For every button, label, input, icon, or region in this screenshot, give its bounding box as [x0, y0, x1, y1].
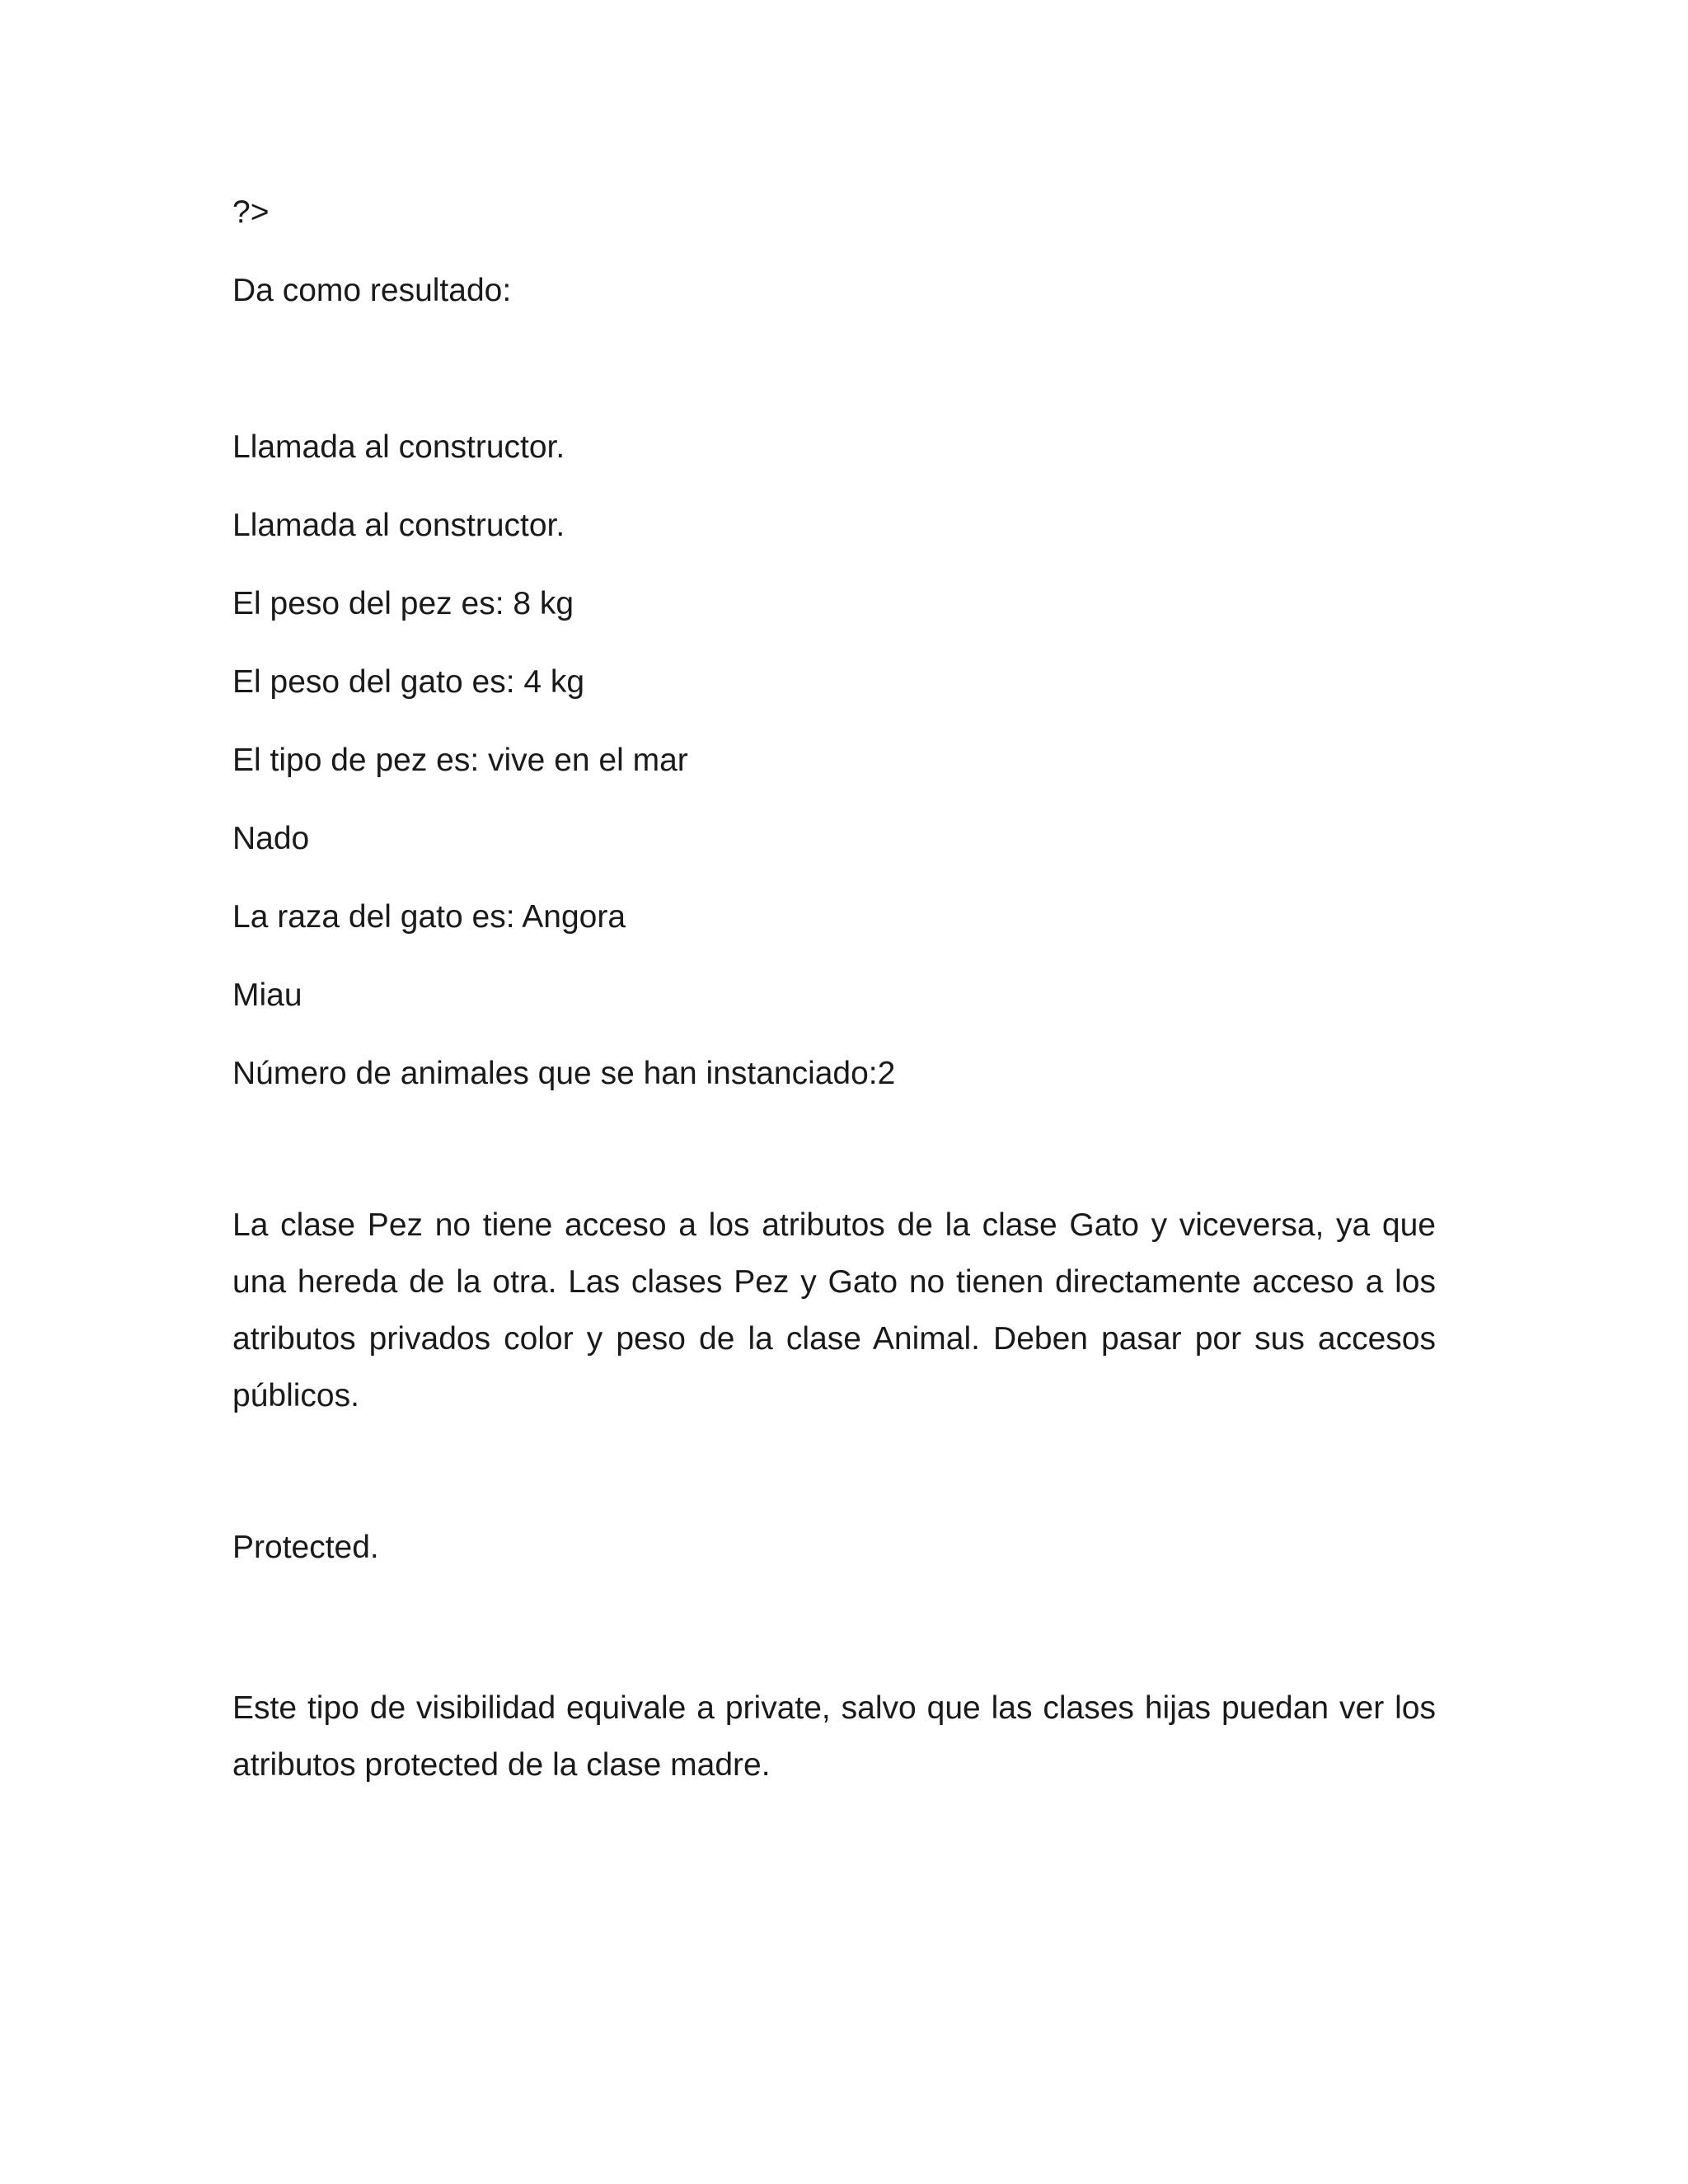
result-intro: Da como resultado: — [232, 273, 512, 308]
protected-heading: Protected. — [232, 1530, 379, 1565]
output-line: Miau — [232, 977, 302, 1013]
protected-paragraph: Este tipo de visibilidad equivale a private, salvo que las clases hijas puedan ver los atributos protected de la clase madre. — [232, 1690, 1436, 1783]
output-line: Llamada al constructor. — [232, 429, 565, 465]
output-line: Número de animales que se han instanciado:2 — [232, 1056, 896, 1091]
output-line: El peso del gato es: 4 kg — [232, 664, 585, 700]
php-close-tag: ?> — [232, 194, 270, 230]
output-line: Llamada al constructor. — [232, 508, 565, 543]
output-line: El peso del pez es: 8 kg — [232, 586, 574, 621]
output-line: Nado — [232, 821, 310, 856]
explanation-paragraph: La clase Pez no tiene acceso a los atributos de la clase Gato y viceversa, ya que una hereda de la otra. Las clases Pez y Gato no tienen directamente acceso a los atributos privados color y peso de la clase Animal. Deben pasar por sus accesos públicos. — [232, 1207, 1436, 1413]
output-line: El tipo de pez es: vive en el mar — [232, 743, 688, 778]
output-line: La raza del gato es: Angora — [232, 899, 626, 935]
